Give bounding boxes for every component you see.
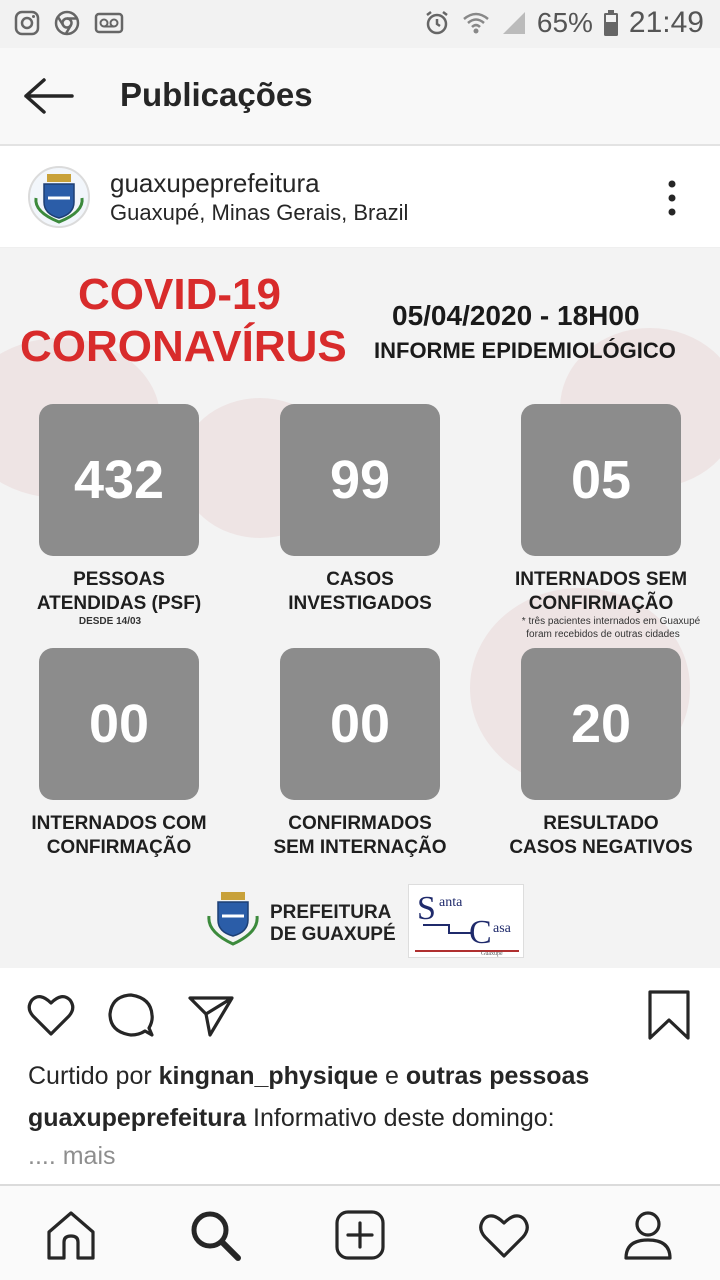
stat-box-internados-sem: 05 xyxy=(521,404,681,556)
caption-user-link[interactable]: guaxupeprefeitura xyxy=(28,1104,247,1132)
likes-prefix: Curtido por xyxy=(28,1062,159,1090)
status-left-icons xyxy=(14,10,124,36)
likes-line xyxy=(28,1062,589,1091)
post-actions xyxy=(0,970,720,1056)
svg-text:C: C xyxy=(469,914,492,951)
status-bar xyxy=(0,0,720,48)
likes-others-link[interactable]: outras pessoas xyxy=(405,1062,590,1090)
avatar[interactable] xyxy=(28,166,90,228)
caption-line xyxy=(28,1104,555,1133)
page-title: Publicações xyxy=(120,76,313,113)
santa-casa-city: Guaxupé xyxy=(481,951,503,957)
stat-box-internados-com: 00 xyxy=(39,648,199,800)
battery-icon xyxy=(603,9,619,37)
bottom-nav xyxy=(0,1184,720,1280)
stat-box-casos: 99 xyxy=(280,404,440,556)
likes-middle: e xyxy=(378,1062,406,1090)
stat-label-confirmados-2: SEM INTERNAÇÃO xyxy=(273,837,447,858)
likes-user-link[interactable]: kingnan_physique xyxy=(158,1062,379,1090)
stat-label-negativos-2: CASOS NEGATIVOS xyxy=(509,837,693,858)
battery-percent: 65% xyxy=(536,7,593,38)
svg-text:S: S xyxy=(417,890,436,927)
stat-label-internados-sem-1: INTERNADOS SEM xyxy=(514,569,688,590)
signal-icon xyxy=(501,10,527,36)
chrome-icon xyxy=(54,10,80,36)
casa-text: asa xyxy=(493,921,511,936)
voicemail-icon xyxy=(94,10,124,36)
bookmark-icon[interactable] xyxy=(644,990,694,1040)
wifi-icon xyxy=(461,9,491,37)
prefeitura-line1: PREFEITURA xyxy=(270,902,392,923)
stat-note-pessoas: DESDE 14/03 xyxy=(78,616,142,627)
stat-label-internados-sem-2: CONFIRMAÇÃO xyxy=(528,593,674,614)
stat-note-internados-2: foram recebidos de outras cidades xyxy=(526,629,680,640)
alarm-icon xyxy=(423,9,451,37)
stat-box-pessoas: 432 xyxy=(39,404,199,556)
clock: 21:49 xyxy=(628,6,704,39)
stat-label-confirmados-1: CONFIRMADOS xyxy=(288,813,432,834)
stat-note-internados-1: * três pacientes internados em Guaxupé xyxy=(521,616,701,627)
share-icon[interactable] xyxy=(186,990,236,1040)
heart-icon[interactable] xyxy=(26,990,76,1040)
santa-casa-logo xyxy=(408,884,524,958)
report-date: 05/04/2020 - 18H00 xyxy=(392,300,640,331)
profile-icon[interactable] xyxy=(621,1208,675,1262)
coronavirus-title: CORONAVÍRUS xyxy=(20,322,347,371)
post-location[interactable]: Guaxupé, Minas Gerais, Brazil xyxy=(110,200,409,225)
vertical-dots-icon[interactable] xyxy=(658,178,686,218)
search-icon[interactable] xyxy=(188,1208,242,1262)
activity-heart-icon[interactable] xyxy=(477,1208,531,1262)
post-header xyxy=(0,146,720,248)
add-post-icon[interactable] xyxy=(333,1208,387,1262)
prefeitura-line2: DE GUAXUPÉ xyxy=(270,924,396,945)
status-right xyxy=(423,6,704,40)
post-username[interactable]: guaxupeprefeitura xyxy=(110,168,320,198)
stat-box-confirmados: 00 xyxy=(280,648,440,800)
home-icon[interactable] xyxy=(44,1208,98,1262)
stat-label-negativos-1: RESULTADO xyxy=(543,813,659,834)
report-subtitle: INFORME EPIDEMIOLÓGICO xyxy=(374,338,676,363)
prefeitura-crest-icon xyxy=(204,888,262,948)
crest-icon xyxy=(30,168,88,226)
app-header xyxy=(0,48,720,146)
santa-text: anta xyxy=(439,895,463,910)
comment-icon[interactable] xyxy=(106,990,156,1040)
arrow-left-icon[interactable] xyxy=(20,76,76,116)
stat-label-casos-2: INVESTIGADOS xyxy=(288,593,432,614)
caption-text: Informativo deste domingo: xyxy=(246,1104,555,1132)
stat-label-internados-com-1: INTERNADOS COM xyxy=(31,813,207,834)
stat-label-casos-1: CASOS xyxy=(326,569,394,590)
covid-title: COVID-19 xyxy=(78,270,281,319)
prefeitura-logo-text xyxy=(270,902,396,946)
post-image[interactable] xyxy=(0,248,720,968)
stat-label-internados-com-2: CONFIRMAÇÃO xyxy=(46,837,192,858)
instagram-icon xyxy=(14,10,40,36)
stat-label-pessoas-2: ATENDIDAS (PSF) xyxy=(36,593,202,614)
stat-label-pessoas-1: PESSOAS xyxy=(73,569,165,590)
stat-box-negativos: 20 xyxy=(521,648,681,800)
caption-more-link[interactable]: .... mais xyxy=(28,1142,116,1170)
